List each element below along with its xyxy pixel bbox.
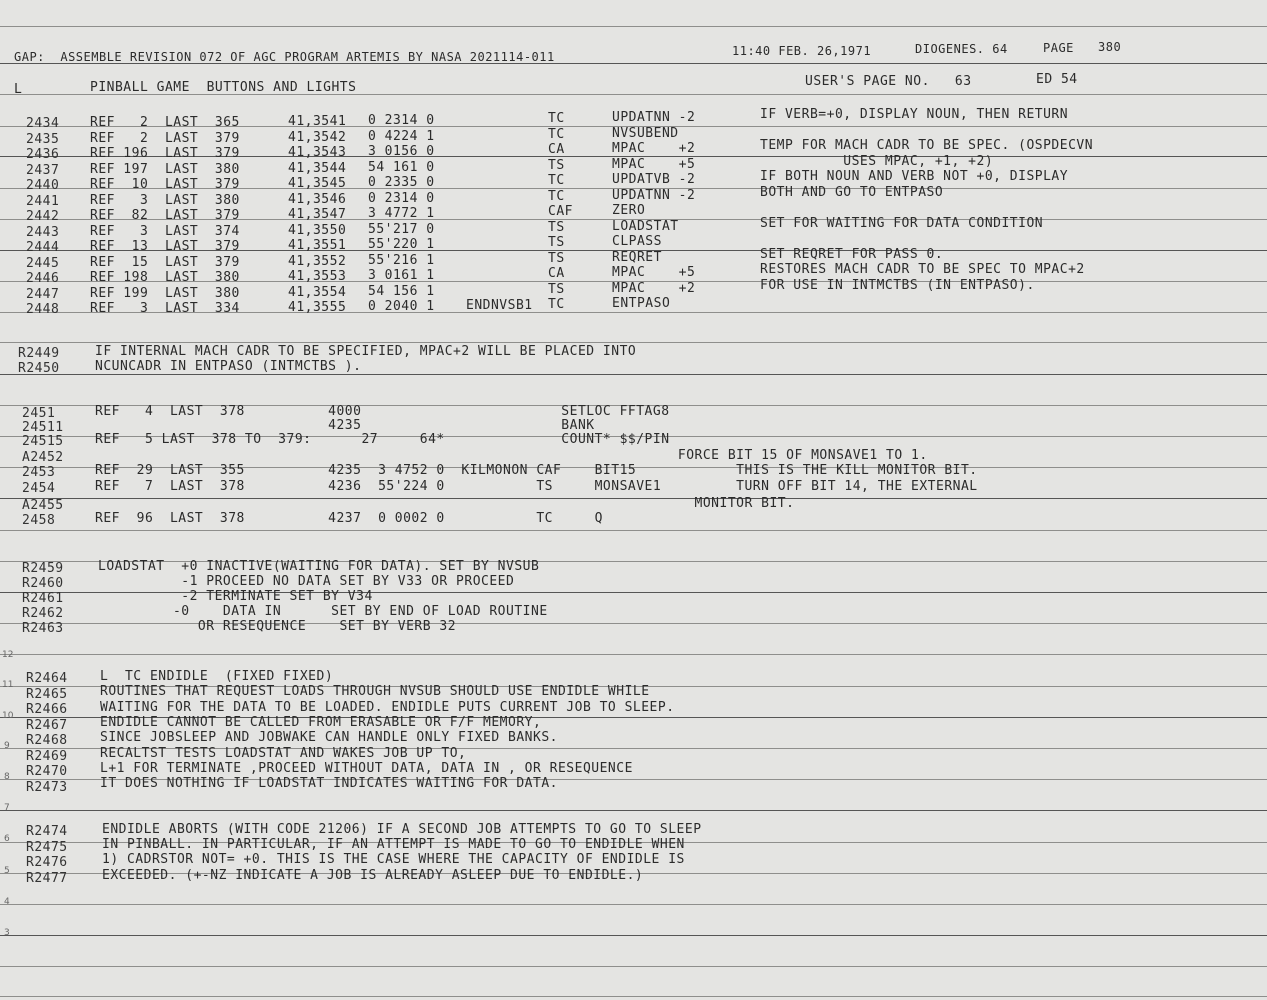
margin-mark: 5 xyxy=(4,866,10,876)
remark-line-number: R2477 xyxy=(26,871,68,886)
remark-line-number: R2468 xyxy=(26,733,68,748)
comment: TEMP FOR MACH CADR TO BE SPEC. (OSPDECVN xyxy=(760,138,1094,153)
remark-line-number: R2460 xyxy=(22,576,64,591)
remark-text: EXCEEDED. (+-NZ INDICATE A JOB IS ALREADY ASLEEP DUE TO ENDIDLE.) xyxy=(102,868,644,883)
remark-text: IF INTERNAL MACH CADR TO BE SPECIFIED, MPAC+2 WILL BE PLACED INTO xyxy=(95,344,637,359)
octal-word: 54 156 1 xyxy=(368,284,435,299)
opcode: TS xyxy=(548,158,565,173)
section-title: PINBALL GAME BUTTONS AND LIGHTS xyxy=(90,80,357,95)
opcode: TC xyxy=(548,111,565,126)
comment: BOTH AND GO TO ENTPASO xyxy=(760,185,944,200)
remark-line-number: R2475 xyxy=(26,840,68,855)
margin-mark: 11 xyxy=(2,680,14,690)
octal-word: 0 2314 0 xyxy=(368,113,435,128)
octal-word: 0 4224 1 xyxy=(368,129,435,144)
margin-mark: 10 xyxy=(2,711,14,721)
comment: RESTORES MACH CADR TO BE SPEC TO MPAC+2 xyxy=(760,262,1085,277)
listing-text: REF 29 LAST 355 4235 3 4752 0 KILMONON CAF BIT15 THIS IS THE KILL MONITOR BIT. xyxy=(95,463,978,478)
comment: USES MPAC, +1, +2) xyxy=(760,154,994,169)
header-title: GAP: ASSEMBLE REVISION 072 OF AGC PROGRAM ARTEMIS BY NASA 2021114-011 xyxy=(14,50,555,64)
line-number: 2448 xyxy=(26,302,60,317)
paper-rule xyxy=(0,966,1267,967)
paper-rule xyxy=(0,810,1267,811)
opcode: TC xyxy=(548,189,565,204)
remark-line-number: R2462 xyxy=(22,606,64,621)
line-number: 2451 xyxy=(22,406,56,421)
opcode: CA xyxy=(548,266,565,281)
line-number: 2434 xyxy=(26,116,60,131)
margin-mark: 3 xyxy=(4,928,10,938)
line-number: 2440 xyxy=(26,178,60,193)
octal-word: 0 2335 0 xyxy=(368,175,435,190)
remark-line-number: R2466 xyxy=(26,702,68,717)
margin-mark: 8 xyxy=(4,772,10,782)
remark-line-number: R2470 xyxy=(26,764,68,779)
ed-number: ED 54 xyxy=(1036,72,1078,87)
remark-text: L TC ENDIDLE (FIXED FIXED) xyxy=(100,669,334,684)
remark-line-number: R2463 xyxy=(22,621,64,636)
header-page-label: PAGE xyxy=(1043,41,1074,55)
remark-text: 1) CADRSTOR NOT= +0. THIS IS THE CASE WHERE THE CAPACITY OF ENDIDLE IS xyxy=(102,852,685,867)
octal-word: 0 2314 0 xyxy=(368,191,435,206)
line-number: 2436 xyxy=(26,147,60,162)
remark-text: IT DOES NOTHING IF LOADSTAT INDICATES WAITING FOR DATA. xyxy=(100,776,558,791)
line-number: 2453 xyxy=(22,465,56,480)
paper-rule xyxy=(0,904,1267,905)
opcode: TS xyxy=(548,220,565,235)
line-number: A2455 xyxy=(22,498,64,513)
header-datetime: 11:40 FEB. 26,1971 xyxy=(732,44,872,58)
address: 41,3542 xyxy=(288,130,347,145)
address: 41,3554 xyxy=(288,285,347,300)
octal-word: 3 0161 1 xyxy=(368,268,435,283)
ref-info: REF 3 LAST 374 xyxy=(90,224,240,239)
remark-text: -0 DATA IN SET BY END OF LOAD ROUTINE xyxy=(98,604,548,619)
remark-line-number: R2461 xyxy=(22,591,64,606)
operand: MPAC +5 xyxy=(612,265,696,280)
octal-word: 54 161 0 xyxy=(368,160,435,175)
opcode: TS xyxy=(548,235,565,250)
operand: UPDATVB -2 xyxy=(612,172,696,187)
line-number: 2443 xyxy=(26,225,60,240)
line-number: 2458 xyxy=(22,513,56,528)
ref-info: REF 2 LAST 365 xyxy=(90,115,240,130)
paper-rule xyxy=(0,530,1267,531)
opcode: TC xyxy=(548,297,565,312)
ref-info: REF 82 LAST 379 xyxy=(90,208,240,223)
remark-text: WAITING FOR THE DATA TO BE LOADED. ENDIDLE PUTS CURRENT JOB TO SLEEP. xyxy=(100,700,675,715)
ref-info: REF 198 LAST 380 xyxy=(90,270,240,285)
remark-text: SINCE JOBSLEEP AND JOBWAKE CAN HANDLE ONLY FIXED BANKS. xyxy=(100,730,558,745)
remark-text: LOADSTAT +0 INACTIVE(WAITING FOR DATA). SET BY NVSUB xyxy=(98,559,540,574)
remark-text: ENDIDLE ABORTS (WITH CODE 21206) IF A SECOND JOB ATTEMPTS TO GO TO SLEEP xyxy=(102,822,702,837)
symbol-label: ENDNVSB1 xyxy=(466,298,533,313)
margin-mark: 4 xyxy=(4,897,10,907)
line-number: 24511 xyxy=(22,420,64,435)
remark-text: L+1 FOR TERMINATE ,PROCEED WITHOUT DATA, DATA IN , OR RESEQUENCE xyxy=(100,761,633,776)
opcode: TC xyxy=(548,127,565,142)
header-page-number: 380 xyxy=(1098,40,1122,54)
opcode: CA xyxy=(548,142,565,157)
line-number: 2445 xyxy=(26,256,60,271)
paper-rule xyxy=(0,374,1267,375)
octal-word: 3 0156 0 xyxy=(368,144,435,159)
operand: ENTPASO xyxy=(612,296,671,311)
remark-line-number: R2473 xyxy=(26,780,68,795)
header-system: DIOGENES. 64 xyxy=(915,42,1008,56)
paper-rule xyxy=(0,996,1267,997)
address: 41,3551 xyxy=(288,238,347,253)
octal-word: 55'220 1 xyxy=(368,237,435,252)
operand: ZERO xyxy=(612,203,646,218)
octal-word: 55'216 1 xyxy=(368,253,435,268)
line-number: 2444 xyxy=(26,240,60,255)
listing-text: REF 4 LAST 378 4000 SETLOC FFTAG8 xyxy=(95,404,670,419)
opcode: TS xyxy=(548,251,565,266)
address: 41,3544 xyxy=(288,161,347,176)
address: 41,3541 xyxy=(288,114,347,129)
listing-text: REF 96 LAST 378 4237 0 0002 0 TC Q xyxy=(95,511,603,526)
listing-text: FORCE BIT 15 OF MONSAVE1 TO 1. xyxy=(95,448,928,463)
ref-info: REF 197 LAST 380 xyxy=(90,162,240,177)
address: 41,3550 xyxy=(288,223,347,238)
line-number: 2435 xyxy=(26,132,60,147)
remark-line-number: R2449 xyxy=(18,346,60,361)
remark-line-number: R2469 xyxy=(26,749,68,764)
ref-info: REF 2 LAST 379 xyxy=(90,131,240,146)
ref-info: REF 199 LAST 380 xyxy=(90,286,240,301)
line-number: 2454 xyxy=(22,481,56,496)
line-number: 2446 xyxy=(26,271,60,286)
line-number: A2452 xyxy=(22,450,64,465)
paper-rule xyxy=(0,26,1267,27)
remark-text: OR RESEQUENCE SET BY VERB 32 xyxy=(98,619,457,634)
operand: MPAC +2 xyxy=(612,141,696,156)
operand: REQRET xyxy=(612,250,662,265)
header-marker: L xyxy=(14,82,23,97)
comment: IF BOTH NOUN AND VERB NOT +0, DISPLAY xyxy=(760,169,1069,184)
users-page: USER'S PAGE NO. 63 xyxy=(805,74,972,89)
comment: IF VERB=+0, DISPLAY NOUN, THEN RETURN xyxy=(760,107,1069,122)
line-number: 2447 xyxy=(26,287,60,302)
line-number: 2442 xyxy=(26,209,60,224)
remark-line-number: R2459 xyxy=(22,561,64,576)
remark-text: -1 PROCEED NO DATA SET BY V33 OR PROCEED xyxy=(98,574,515,589)
remark-line-number: R2467 xyxy=(26,718,68,733)
address: 41,3553 xyxy=(288,269,347,284)
paper-rule xyxy=(0,935,1267,936)
address: 41,3543 xyxy=(288,145,347,160)
line-number: 2441 xyxy=(26,194,60,209)
remark-text: ENDIDLE CANNOT BE CALLED FROM ERASABLE OR F/F MEMORY, xyxy=(100,715,542,730)
octal-word: 0 2040 1 xyxy=(368,299,435,314)
margin-mark: 6 xyxy=(4,834,10,844)
remark-line-number: R2465 xyxy=(26,687,68,702)
operand: NVSUBEND xyxy=(612,126,679,141)
line-number: 2437 xyxy=(26,163,60,178)
opcode: TC xyxy=(548,173,565,188)
ref-info: REF 10 LAST 379 xyxy=(90,177,240,192)
operand: MPAC +2 xyxy=(612,281,696,296)
remark-text: ROUTINES THAT REQUEST LOADS THROUGH NVSUB SHOULD USE ENDIDLE WHILE xyxy=(100,684,650,699)
remark-line-number: R2450 xyxy=(18,361,60,376)
remark-line-number: R2476 xyxy=(26,855,68,870)
listing-text: REF 7 LAST 378 4236 55'224 0 TS MONSAVE1 TURN OFF BIT 14, THE EXTERNAL xyxy=(95,479,978,494)
listing-text: REF 5 LAST 378 TO 379: 27 64* COUNT* $$/PIN xyxy=(95,432,670,447)
paper-rule xyxy=(0,654,1267,655)
remark-text: NCUNCADR IN ENTPASO (INTMCTBS ). xyxy=(95,359,362,374)
ref-info: REF 3 LAST 334 xyxy=(90,301,240,316)
listing-text: MONITOR BIT. xyxy=(95,496,795,511)
margin-mark: 9 xyxy=(4,741,10,751)
octal-word: 55'217 0 xyxy=(368,222,435,237)
ref-info: REF 15 LAST 379 xyxy=(90,255,240,270)
operand: UPDATNN -2 xyxy=(612,188,696,203)
comment: SET FOR WAITING FOR DATA CONDITION xyxy=(760,216,1044,231)
margin-mark: 7 xyxy=(4,803,10,813)
comment: FOR USE IN INTMCTBS (IN ENTPASO). xyxy=(760,278,1035,293)
listing-text: 4235 BANK xyxy=(95,418,595,433)
paper-rule xyxy=(0,342,1267,343)
margin-mark: 12 xyxy=(2,650,14,660)
address: 41,3546 xyxy=(288,192,347,207)
remark-line-number: R2464 xyxy=(26,671,68,686)
address: 41,3547 xyxy=(288,207,347,222)
operand: CLPASS xyxy=(612,234,662,249)
address: 41,3552 xyxy=(288,254,347,269)
remark-line-number: R2474 xyxy=(26,824,68,839)
ref-info: REF 13 LAST 379 xyxy=(90,239,240,254)
operand: UPDATNN -2 xyxy=(612,110,696,125)
opcode: CAF xyxy=(548,204,573,219)
operand: MPAC +5 xyxy=(612,157,696,172)
remark-text: RECALTST TESTS LOADSTAT AND WAKES JOB UP TO, xyxy=(100,746,467,761)
ref-info: REF 3 LAST 380 xyxy=(90,193,240,208)
address: 41,3555 xyxy=(288,300,347,315)
line-number: 24515 xyxy=(22,434,64,449)
remark-text: IN PINBALL. IN PARTICULAR, IF AN ATTEMPT IS MADE TO GO TO ENDIDLE WHEN xyxy=(102,837,685,852)
remark-text: -2 TERMINATE SET BY V34 xyxy=(98,589,373,604)
octal-word: 3 4772 1 xyxy=(368,206,435,221)
operand: LOADSTAT xyxy=(612,219,679,234)
address: 41,3545 xyxy=(288,176,347,191)
ref-info: REF 196 LAST 379 xyxy=(90,146,240,161)
opcode: TS xyxy=(548,282,565,297)
comment: SET REQRET FOR PASS 0. xyxy=(760,247,944,262)
